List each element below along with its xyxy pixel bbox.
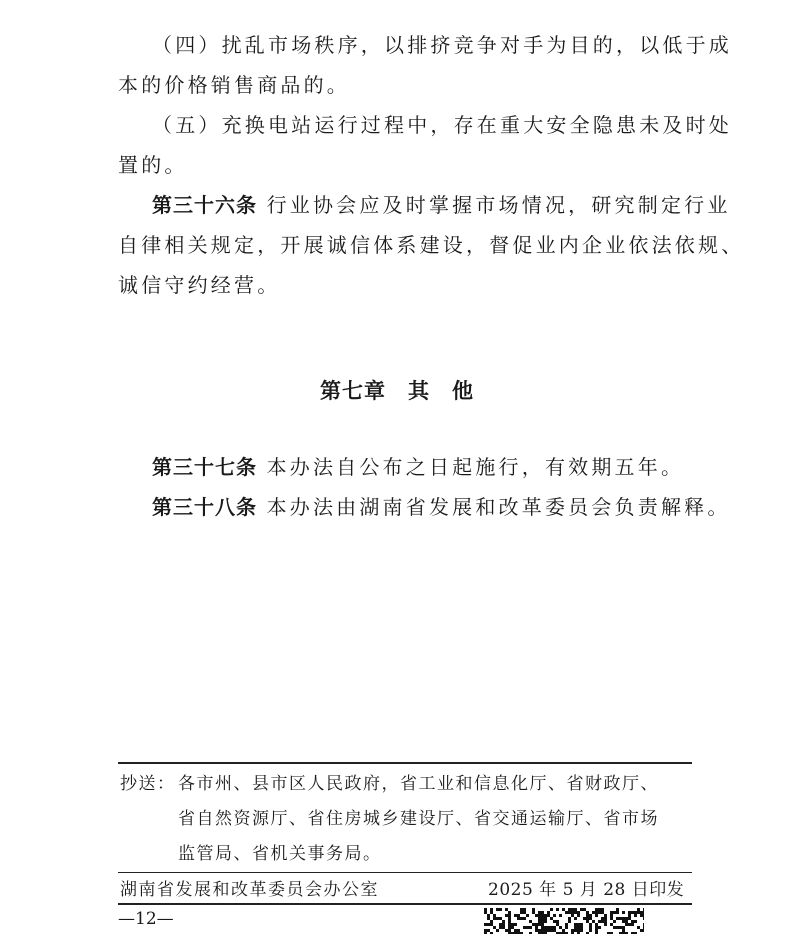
qr-code-strip: [484, 908, 644, 934]
article-38: [152, 492, 731, 522]
article-36-line-1: [152, 190, 731, 220]
cc-label: 抄送：: [120, 774, 176, 794]
item-5-line-1: （五）充换电站运行过程中，存在重大安全隐患未及时处: [152, 113, 732, 137]
footer-middle-rule: [118, 872, 692, 873]
footer-bottom-rule: [118, 903, 692, 905]
cc-line-3: 监管局、省机关事务局。: [178, 844, 382, 864]
chapter-title-2: 他: [452, 379, 474, 403]
issuer: 湖南省发展和改革委员会办公室: [120, 880, 379, 900]
chapter-title-1: 其: [408, 379, 430, 403]
article-36-line-2: 自律相关规定，开展诚信体系建设，督促业内企业依法依规、: [118, 233, 745, 257]
article-36-text: 行业协会应及时掌握市场情况，研究制定行业: [266, 193, 731, 217]
item-4-line-1: （四）扰乱市场秩序，以排挤竞争对手为目的，以低于成: [152, 33, 732, 57]
article-36-title: 第三十六条: [152, 193, 257, 217]
footer-top-rule: [118, 762, 692, 764]
page-number: —12—: [118, 909, 174, 929]
article-37-title: 第三十七条: [152, 455, 257, 479]
chapter-number: 第七章: [320, 379, 386, 403]
article-37: [152, 452, 684, 482]
item-5-line-2: 置的。: [118, 153, 188, 177]
cc-line-1: 各市州、县市区人民政府，省工业和信息化厅、省财政厅、: [178, 774, 659, 794]
cc-line-2: 省自然资源厅、省住房城乡建设厅、省交通运输厅、省市场: [178, 809, 659, 829]
article-38-text: 本办法由湖南省发展和改革委员会负责解释。: [266, 495, 731, 519]
article-36-line-3: 诚信守约经营。: [118, 273, 281, 297]
article-38-title: 第三十八条: [152, 495, 257, 519]
article-37-text: 本办法自公布之日起施行，有效期五年。: [266, 455, 685, 479]
print-date: 2025 年 5 月 28 日印发: [488, 880, 685, 900]
chapter-heading: [0, 376, 794, 406]
item-4-line-2: 本的价格销售商品的。: [118, 73, 350, 97]
